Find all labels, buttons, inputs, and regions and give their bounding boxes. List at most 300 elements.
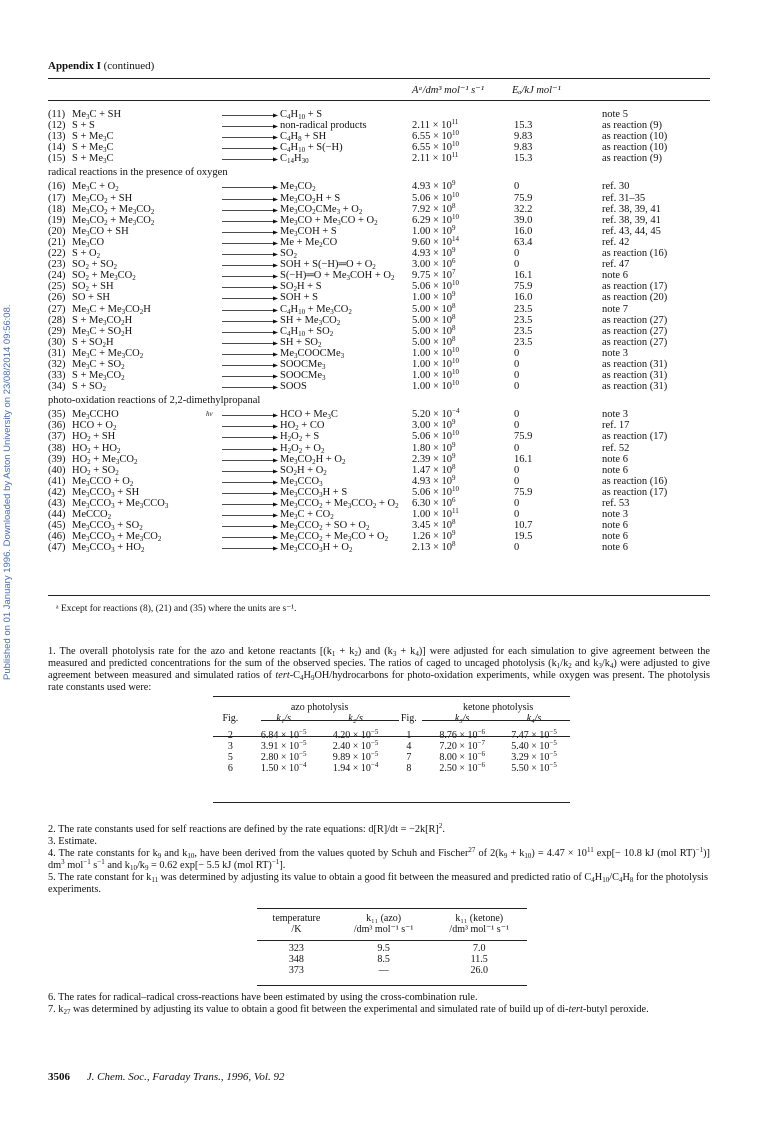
reference-note: note 3 (602, 347, 628, 359)
reaction-row (48, 223, 710, 238)
reaction-number: (37) (48, 431, 66, 443)
pre-exponential-factor: $3.45 \times 10^8$ (412, 518, 456, 532)
reference-note: ref. 31–35 (602, 192, 646, 204)
pre-exponential-factor: $6.29 \times 10^{10}$ (412, 212, 460, 226)
reference-note: ref. 38, 39, 41 (602, 203, 661, 215)
k11-column-unit: /dm³ mol⁻¹ s⁻¹ (449, 924, 509, 935)
photolysis-column-header: Fig. (400, 713, 417, 724)
reactants: $Me_3CO_2$ + SH (72, 192, 133, 205)
appendix-label: Appendix I (48, 60, 101, 72)
reactants: $S + Me_3CO_2H$ (72, 314, 133, 327)
reactants: $S + Me_3C$ (72, 153, 114, 166)
reaction-row (48, 356, 710, 371)
reaction-row (48, 451, 710, 466)
reaction-row (48, 431, 710, 442)
reaction-row (48, 420, 710, 431)
k11-row (257, 943, 527, 954)
activation-energy: 0 (514, 420, 520, 432)
pre-exponential-factor: $2.11 \times 10^{11}$ (412, 151, 459, 165)
products: $Me_3CO + Me_3CO + O_2$ (280, 214, 378, 227)
pre-exponential-factor: $7.92 \times 10^8$ (412, 201, 456, 215)
activation-energy: 0 (514, 542, 520, 554)
photolysis-top-rule (213, 696, 570, 697)
reaction-number: (24) (48, 270, 66, 282)
reactants: $Me_3C + Me_3CO_2$ (72, 347, 144, 360)
reference-note: as reaction (17) (602, 281, 668, 293)
reference-note: ref. 52 (602, 442, 630, 454)
reaction-number: (11) (48, 109, 66, 120)
reaction-number: (44) (48, 509, 66, 521)
k11-cell: 26.0 (470, 965, 488, 976)
reactants: $S + Me_3C$ (72, 131, 114, 144)
note-3: 3. Estimate. (48, 836, 97, 847)
reaction-row (48, 520, 710, 531)
reaction-arrow-icon (222, 465, 278, 474)
page-header (48, 60, 154, 72)
reaction-number: (22) (48, 248, 66, 260)
reaction-row (48, 190, 710, 205)
pre-exponential-factor: $5.00 \times 10^8$ (412, 323, 456, 337)
reaction-row (48, 131, 710, 142)
reaction-number: (35) (48, 409, 66, 421)
reaction-arrow-icon (222, 348, 278, 357)
products: $C_4H_{10} + Me_3CO_2$ (280, 303, 352, 316)
reaction-number: (29) (48, 325, 66, 337)
k11-cell: 7.0 (472, 943, 486, 954)
photolysis-body (213, 724, 570, 774)
reaction-arrow-icon (222, 142, 278, 151)
k11-bottom-rule (257, 985, 527, 986)
reactants: $S + Me_3C$ (72, 142, 114, 155)
note-5: 5. The rate constant for $k_{11}$ was determined by adjusting its value to obtain a good fit between the measured and predicted ratio of $C_4H_{10}/C_4H_8$ for the photolysis experiments. (48, 872, 709, 895)
reaction-number: (17) (48, 192, 66, 204)
k11-column-header: temperature (272, 913, 321, 924)
table-footnote: ᵃ Except for reactions (8), (21) and (35) where the units are s⁻¹. (56, 604, 297, 614)
products: $Me_3C + CO_2$ (280, 509, 334, 522)
reference-note: ref. 17 (602, 420, 630, 432)
photolysis-header-row (213, 713, 570, 724)
reference-note: as reaction (31) (602, 370, 668, 382)
reaction-arrow-icon (222, 248, 278, 257)
reaction-row (48, 462, 710, 477)
photolysis-cell: $9.89 \times 10^{-5}$ (332, 750, 379, 763)
reactants: $HO_2 + Me_3CO_2$ (72, 453, 138, 466)
products: $C_4H_8$ + SH (280, 131, 327, 144)
reaction-arrow-icon (222, 292, 278, 301)
reaction-number: (25) (48, 281, 66, 293)
products: $Me + Me_2CO$ (280, 236, 338, 249)
reaction-row (48, 281, 710, 292)
reaction-arrow-icon (222, 259, 278, 268)
photolysis-column-header: k₂/s (348, 713, 363, 724)
download-watermark-text: Published on 01 January 1996. Downloaded by Aston University on 23/08/2014 09:56:08. (2, 304, 13, 680)
reactants: $Me_3CCO_3 + HO_2$ (72, 542, 145, 555)
reference-note: note 3 (602, 409, 628, 421)
reference-note: as reaction (20) (602, 292, 668, 304)
reaction-number: (23) (48, 259, 66, 271)
pre-exponential-factor: $5.06 \times 10^{10}$ (412, 484, 460, 498)
reference-note: as reaction (17) (602, 486, 668, 498)
photolysis-row (213, 752, 570, 763)
reaction-number: (30) (48, 336, 66, 348)
activation-energy: 0 (514, 358, 520, 370)
k11-cell: 348 (288, 954, 304, 965)
products: SOOS (280, 381, 307, 393)
reference-note: as reaction (27) (602, 325, 668, 337)
reaction-number: (31) (48, 347, 66, 359)
col-header-E: Eₐ/kJ mol⁻¹ (512, 85, 561, 96)
reference-note: ref. 38, 39, 41 (602, 214, 661, 226)
products: $Me_3CO_2CMe_3 + O_2$ (280, 203, 363, 216)
activation-energy: 0 (514, 409, 520, 421)
reaction-row (48, 542, 710, 553)
k11-column-header: k₁₁ (azo) (366, 913, 402, 924)
reaction-arrow-icon (222, 109, 278, 118)
reactants: $Me_3C + Me_3CO_2H$ (72, 303, 151, 316)
reactants: $SO_2 + Me_3CO_2$ (72, 270, 136, 283)
reaction-row (48, 142, 710, 153)
reaction-arrow-icon (222, 237, 278, 246)
reactants: $Me_3CO_2 + Me_3CO_2$ (72, 214, 155, 227)
reaction-row (48, 153, 710, 164)
reference-note: note 7 (602, 303, 628, 315)
reaction-row (48, 473, 710, 488)
photolysis-header-rule (213, 736, 570, 737)
activation-energy: 0 (514, 181, 520, 193)
reaction-row (48, 109, 710, 120)
products: $Me_3CO_2H + S$ (280, 192, 341, 205)
pre-exponential-factor: $4.93 \times 10^9$ (412, 473, 456, 487)
activation-energy: 63.4 (514, 236, 533, 248)
reaction-arrow-icon (222, 454, 278, 463)
header-rule (48, 100, 710, 101)
reactants: S + S (72, 120, 95, 132)
k11-header-rule (257, 940, 527, 941)
azo-underline (261, 720, 399, 721)
products: SOOCMe$_3$ (280, 358, 326, 371)
reaction-arrow-icon (222, 120, 278, 129)
reference-note: note 5 (602, 109, 628, 120)
k11-cell: 323 (288, 943, 304, 954)
reactants: $Me_3CCO + O_2$ (72, 475, 134, 488)
reactants: $Me_3CCO_3 + Me_3CCO_3$ (72, 498, 169, 510)
reaction-arrow-icon (222, 304, 278, 313)
pre-exponential-factor: $2.13 \times 10^8$ (412, 540, 456, 554)
reference-note: as reaction (9) (602, 153, 663, 165)
k11-header-row (257, 913, 527, 924)
activation-energy: 75.9 (514, 486, 533, 498)
reaction-arrow-icon (222, 326, 278, 335)
k11-column-header: k₁₁ (ketone) (455, 913, 504, 924)
reference-note: as reaction (10) (602, 131, 668, 143)
reference-note: note 6 (602, 464, 628, 476)
pre-exponential-factor: $1.00 \times 10^9$ (412, 290, 456, 304)
reaction-number: (36) (48, 420, 66, 432)
activation-energy: 0 (514, 442, 520, 454)
reaction-arrow-icon (222, 204, 278, 213)
reaction-row (48, 440, 710, 455)
pre-exponential-factor: $1.00 \times 10^{10}$ (412, 345, 460, 359)
reaction-arrow-icon (222, 531, 278, 540)
photolysis-cell: 2 (227, 730, 233, 741)
reaction-row (48, 409, 710, 420)
products: $C_4H_{10} + S$ (280, 109, 323, 121)
k11-cell: 373 (288, 965, 304, 976)
reaction-arrow-icon (222, 193, 278, 202)
products: $Me_3CO_2$ (280, 181, 316, 194)
k11-column-unit: /dm³ mol⁻¹ s⁻¹ (353, 924, 414, 935)
activation-energy: 23.5 (514, 336, 533, 348)
photolysis-cell: 1 (406, 730, 412, 741)
products: $Me_3CCO_2$ + SO + $O_2$ (280, 520, 370, 533)
products: SOH + S(−H)═O + $O_2$ (280, 259, 376, 272)
reaction-row (48, 381, 710, 392)
photolysis-cell: $1.50 \times 10^{-4}$ (260, 761, 307, 774)
reaction-row (48, 498, 710, 509)
reaction-number: (27) (48, 303, 66, 315)
k11-row (257, 965, 527, 976)
reaction-number: (20) (48, 225, 66, 237)
products: $H_2O_2 + O_2$ (280, 442, 325, 455)
activation-energy: 16.0 (514, 225, 533, 237)
reaction-row (48, 181, 710, 192)
reaction-number: (15) (48, 153, 66, 165)
products: $Me_3CCO_3H + O_2$ (280, 542, 353, 555)
products: $Me_3CCO_3$ (280, 475, 323, 488)
reaction-row (48, 201, 710, 216)
reactants: $Me_3C + SO_2$ (72, 358, 125, 371)
photolysis-cell: $8.76 \times 10^{-6}$ (439, 728, 485, 741)
reaction-arrow-icon (222, 281, 278, 290)
reaction-arrow-icon (222, 520, 278, 529)
photolysis-cell: 5 (227, 752, 233, 763)
photolysis-column-header: k₄/s (526, 713, 542, 724)
activation-energy: 9.83 (514, 131, 533, 143)
products: SOH + S (280, 292, 319, 304)
reaction-row (48, 259, 710, 270)
pre-exponential-factor: $9.60 \times 10^{14}$ (412, 234, 460, 248)
reaction-number: (47) (48, 542, 66, 554)
products: $C_4H_{10} + S(-H)$ (280, 142, 343, 155)
products: $Me_3COOCMe_3$ (280, 347, 345, 360)
activation-energy: 0 (514, 347, 520, 359)
reactants: $SO_2$ + SH (72, 281, 114, 294)
pre-exponential-factor: $1.26 \times 10^9$ (412, 529, 456, 543)
k11-column-unit: /K (291, 924, 302, 935)
reaction-arrow-icon (222, 381, 278, 390)
activation-energy: 75.9 (514, 281, 533, 293)
reaction-row (48, 270, 710, 281)
reactants: $HO_2$ + SH (72, 431, 116, 444)
table-bottom-rule (48, 595, 710, 596)
photolysis-cell: $2.50 \times 10^{-6}$ (439, 761, 485, 774)
reaction-arrow-icon (222, 131, 278, 140)
photolysis-column-header: Fig. (222, 713, 239, 724)
activation-energy: 0 (514, 475, 520, 487)
photolysis-cell: $4.20 \times 10^{-5}$ (332, 728, 379, 741)
k11-row (257, 954, 527, 965)
activation-energy: 39.0 (514, 214, 533, 226)
reference-note: as reaction (16) (602, 248, 668, 260)
products: $SO_2H + O_2$ (280, 464, 327, 477)
reactants: $Me_3CCO_3$ + SH (72, 486, 140, 499)
activation-energy: 23.5 (514, 303, 533, 315)
reaction-arrow-icon (222, 476, 278, 485)
reaction-row (48, 345, 710, 360)
notes-2-5 (48, 824, 710, 896)
note-2: 2. The rate constants used for self reactions are defined by the rate equations: $d[R]/dt = -2k[R]^2$. (48, 822, 445, 835)
k11-subheader-row (257, 924, 527, 935)
reference-note: as reaction (31) (602, 358, 668, 370)
reaction-number: (18) (48, 203, 66, 215)
reaction-arrow-icon (222, 420, 278, 429)
photolysis-cell: $7.47 \times 10^{-5}$ (511, 728, 557, 741)
reaction-number: (12) (48, 120, 66, 132)
reaction-arrow-icon (222, 270, 278, 279)
photolysis-cell: $7.20 \times 10^{-7}$ (439, 739, 485, 752)
products: $Me_3COH + S$ (280, 225, 337, 238)
reference-note: as reaction (27) (602, 314, 668, 326)
activation-energy: 23.5 (514, 314, 533, 326)
reaction-arrow-icon (222, 215, 278, 224)
products: S(−H)═O + $Me_3COH + O_2$ (280, 270, 395, 283)
photolysis-cell: 6 (227, 763, 233, 774)
reactants: $S + SO_2H$ (72, 336, 114, 349)
reaction-arrow-icon (222, 370, 278, 379)
photolysis-row (213, 763, 570, 774)
pre-exponential-factor: $3.00 \times 10^9$ (412, 418, 456, 432)
photolysis-bottom-rule (213, 802, 570, 803)
activation-energy: 16.1 (514, 270, 533, 282)
reaction-number: (33) (48, 370, 66, 382)
reaction-row (48, 301, 710, 316)
activation-energy: 10.7 (514, 520, 533, 532)
activation-energy: 0 (514, 509, 520, 521)
reaction-row (48, 248, 710, 259)
products: $Me_3CCO_3H + S$ (280, 486, 348, 499)
pre-exponential-factor: $5.00 \times 10^8$ (412, 312, 456, 326)
photolysis-table (213, 702, 570, 774)
k11-cell: 9.5 (377, 943, 390, 954)
reaction-number: (40) (48, 464, 66, 476)
reference-note: note 6 (602, 270, 628, 282)
reactants: $Me_3CO$ + SH (72, 225, 129, 238)
section-oxygen: radical reactions in the presence of oxygen (48, 167, 228, 179)
reaction-number: (41) (48, 475, 66, 487)
reaction-number: (21) (48, 236, 66, 248)
products: $H_2O_2 + S$ (280, 431, 320, 444)
products: SH + $Me_3CO_2$ (280, 314, 341, 327)
k11-body (257, 943, 527, 976)
products: SH + $SO_2$ (280, 336, 322, 349)
reaction-group-3 (48, 409, 710, 553)
reactants: $HO_2 + SO_2$ (72, 464, 119, 477)
reaction-arrow-icon (222, 509, 278, 518)
activation-energy: 75.9 (514, 192, 533, 204)
reaction-row (48, 212, 710, 227)
photolysis-cell: $8.00 \times 10^{-6}$ (439, 750, 485, 763)
reactants: $S + SO_2$ (72, 381, 106, 394)
activation-energy: 19.5 (514, 531, 533, 543)
photolysis-cell: $6.84 \times 10^{-5}$ (260, 728, 307, 741)
activation-energy: 0 (514, 248, 520, 260)
reactants: $Me_3CCO_3 + Me_3CO_2$ (72, 531, 162, 544)
page-number: 3506 (48, 1071, 70, 1083)
reference-note: ref. 43, 44, 45 (602, 225, 661, 237)
activation-energy: 32.2 (514, 203, 533, 215)
reactants: $Me_3C + O_2$ (72, 181, 119, 194)
products: $Me_3CO_2H + O_2$ (280, 453, 346, 466)
products: $HO_2$ + CO (280, 420, 325, 433)
activation-energy: 16.1 (514, 453, 533, 465)
reaction-row (48, 509, 710, 520)
reaction-arrow-icon (222, 409, 278, 418)
k11-cell: 8.5 (377, 954, 390, 965)
pre-exponential-factor: $1.47 \times 10^8$ (412, 462, 456, 476)
col-header-A: Aᵃ/dm³ mol⁻¹ s⁻¹ (412, 85, 484, 96)
reactants: $SO_2 + SO_2$ (72, 259, 118, 272)
reference-note: note 6 (602, 531, 628, 543)
reaction-arrow-icon (222, 443, 278, 452)
photolysis-cell: 8 (406, 763, 412, 774)
reference-note: note 6 (602, 453, 628, 465)
reaction-table (48, 109, 710, 553)
activation-energy: 0 (514, 370, 520, 382)
pre-exponential-factor: $6.30 \times 10^6$ (412, 496, 456, 509)
activation-energy: 0 (514, 498, 520, 509)
reaction-number: (39) (48, 453, 66, 465)
photolysis-column-header: k₃/s (454, 713, 470, 724)
photolysis-column-header: k₁/s (276, 713, 291, 724)
photolysis-row (213, 741, 570, 752)
photolysis-cell: $3.91 \times 10^{-5}$ (260, 739, 307, 752)
reaction-number: (43) (48, 498, 66, 509)
reaction-number: (38) (48, 442, 66, 454)
pre-exponential-factor: $5.20 \times 10^{-4}$ (412, 407, 460, 421)
pre-exponential-factor: $1.00 \times 10^{10}$ (412, 368, 460, 382)
reaction-number: (16) (48, 181, 66, 193)
activation-energy: 15.3 (514, 120, 533, 132)
activation-energy: 23.5 (514, 325, 533, 337)
note-6: 6. The rates for radical–radical cross-reactions have been estimated by using the cross-combination rule. (48, 992, 478, 1003)
reactants: HCO + $O_2$ (72, 420, 117, 433)
reaction-arrow-icon (222, 226, 278, 235)
reaction-number: (28) (48, 314, 66, 326)
photolysis-cell: $1.94 \times 10^{-4}$ (332, 761, 379, 774)
reference-note: as reaction (27) (602, 336, 668, 348)
reference-note: ref. 47 (602, 259, 630, 271)
k11-top-rule (257, 908, 527, 909)
reactants: $Me_3CCHO$ (72, 409, 119, 422)
reference-note: note 3 (602, 509, 628, 521)
reaction-arrow-icon (222, 153, 278, 162)
ketone-underline (422, 720, 570, 721)
activation-energy: 16.0 (514, 292, 533, 304)
pre-exponential-factor: $5.06 \times 10^{10}$ (412, 190, 460, 204)
pre-exponential-factor: $4.93 \times 10^9$ (412, 246, 456, 260)
reaction-number: (32) (48, 358, 66, 370)
pre-exponential-factor: $6.55 \times 10^{10}$ (412, 140, 460, 154)
products: non-radical products (280, 120, 367, 132)
reference-note: ref. 30 (602, 181, 630, 193)
reaction-row (48, 312, 710, 327)
reactants: $Me_3CO$ (72, 236, 105, 249)
reference-note: as reaction (16) (602, 475, 668, 487)
reaction-row (48, 234, 710, 249)
reaction-number: (46) (48, 531, 66, 543)
activation-energy: 0 (514, 259, 520, 271)
reaction-number: (26) (48, 292, 66, 304)
